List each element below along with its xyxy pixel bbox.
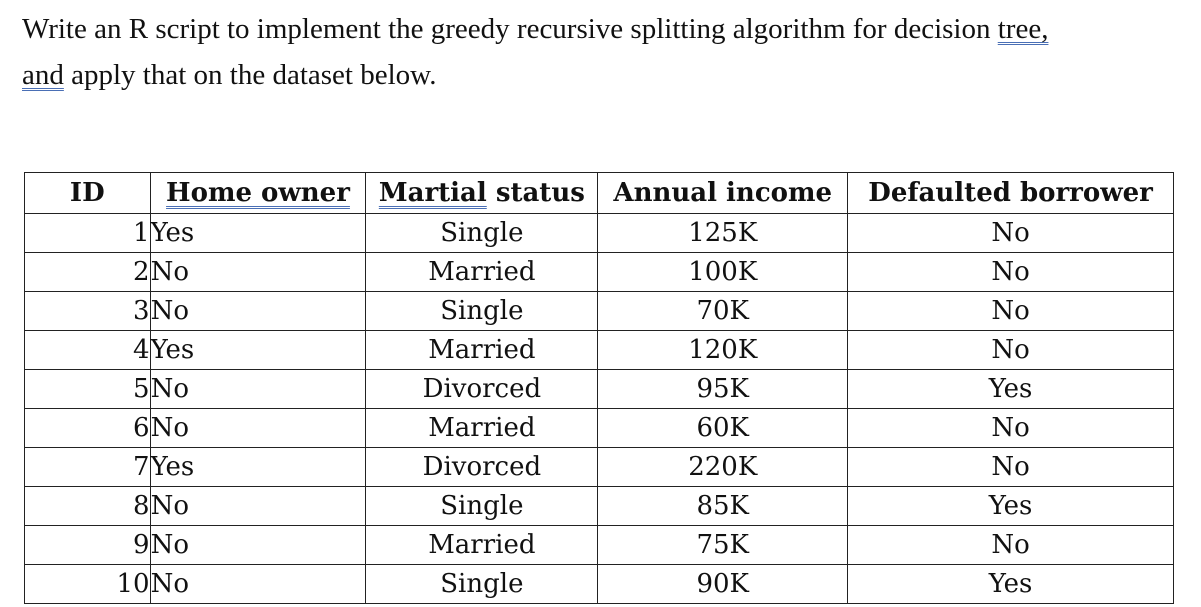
cell-id: 8 <box>25 487 151 526</box>
cell-id: 6 <box>25 409 151 448</box>
cell-defaulted: No <box>848 526 1174 565</box>
table-row <box>25 565 1174 604</box>
cell-defaulted: No <box>848 331 1174 370</box>
cell-home-owner: No <box>150 487 366 526</box>
cell-defaulted: No <box>848 214 1174 253</box>
cell-id: 10 <box>25 565 151 604</box>
question-text <box>22 6 1192 98</box>
cell-home-owner: No <box>150 526 366 565</box>
cell-defaulted: No <box>848 409 1174 448</box>
cell-home-owner: No <box>150 292 366 331</box>
table-row <box>25 370 1174 409</box>
cell-defaulted: Yes <box>848 487 1174 526</box>
cell-id: 4 <box>25 331 151 370</box>
cell-id: 5 <box>25 370 151 409</box>
cell-defaulted: Yes <box>848 370 1174 409</box>
cell-annual-income: 95K <box>598 370 848 409</box>
cell-id: 1 <box>25 214 151 253</box>
header-annual-income: Annual income <box>598 173 848 214</box>
question-part2: apply that on the dataset below. <box>63 59 437 91</box>
cell-marital-status: Divorced <box>366 370 598 409</box>
header-home-owner <box>150 173 366 214</box>
cell-home-owner: Yes <box>150 214 366 253</box>
cell-defaulted: No <box>848 253 1174 292</box>
flagged-word-and: and <box>22 59 64 91</box>
cell-id: 9 <box>25 526 151 565</box>
dataset-table <box>24 172 1174 604</box>
cell-defaulted: No <box>848 292 1174 331</box>
cell-id: 3 <box>25 292 151 331</box>
cell-marital-status: Single <box>366 565 598 604</box>
header-home-owner-label: Home owner <box>166 178 350 208</box>
cell-marital-status: Divorced <box>366 448 598 487</box>
cell-marital-status: Married <box>366 526 598 565</box>
cell-annual-income: 120K <box>598 331 848 370</box>
table-row <box>25 331 1174 370</box>
cell-defaulted: Yes <box>848 565 1174 604</box>
cell-home-owner: No <box>150 565 366 604</box>
header-id: ID <box>25 173 151 214</box>
cell-home-owner: Yes <box>150 448 366 487</box>
header-marital-word: Martial <box>378 178 487 208</box>
cell-home-owner: No <box>150 370 366 409</box>
cell-annual-income: 70K <box>598 292 848 331</box>
cell-annual-income: 60K <box>598 409 848 448</box>
table-header-row <box>25 173 1174 214</box>
cell-marital-status: Married <box>366 409 598 448</box>
header-marital-rest: status <box>486 178 585 208</box>
table-row <box>25 526 1174 565</box>
table-row <box>25 409 1174 448</box>
cell-annual-income: 85K <box>598 487 848 526</box>
header-marital-status <box>366 173 598 214</box>
cell-id: 7 <box>25 448 151 487</box>
cell-home-owner: No <box>150 253 366 292</box>
cell-annual-income: 75K <box>598 526 848 565</box>
cell-annual-income: 90K <box>598 565 848 604</box>
header-defaulted-borrower: Defaulted borrower <box>848 173 1174 214</box>
cell-marital-status: Married <box>366 253 598 292</box>
cell-home-owner: No <box>150 409 366 448</box>
table-row <box>25 253 1174 292</box>
cell-id: 2 <box>25 253 151 292</box>
question-part1: Write an R script to implement the greedy recursive splitting algorithm for decision <box>22 13 998 45</box>
cell-annual-income: 220K <box>598 448 848 487</box>
table-row <box>25 292 1174 331</box>
cell-annual-income: 100K <box>598 253 848 292</box>
table-row <box>25 487 1174 526</box>
cell-marital-status: Single <box>366 214 598 253</box>
table-row <box>25 448 1174 487</box>
flagged-word-tree: tree, <box>997 13 1049 45</box>
table-row <box>25 214 1174 253</box>
cell-marital-status: Married <box>366 331 598 370</box>
cell-defaulted: No <box>848 448 1174 487</box>
cell-annual-income: 125K <box>598 214 848 253</box>
cell-marital-status: Single <box>366 487 598 526</box>
cell-marital-status: Single <box>366 292 598 331</box>
cell-home-owner: Yes <box>150 331 366 370</box>
